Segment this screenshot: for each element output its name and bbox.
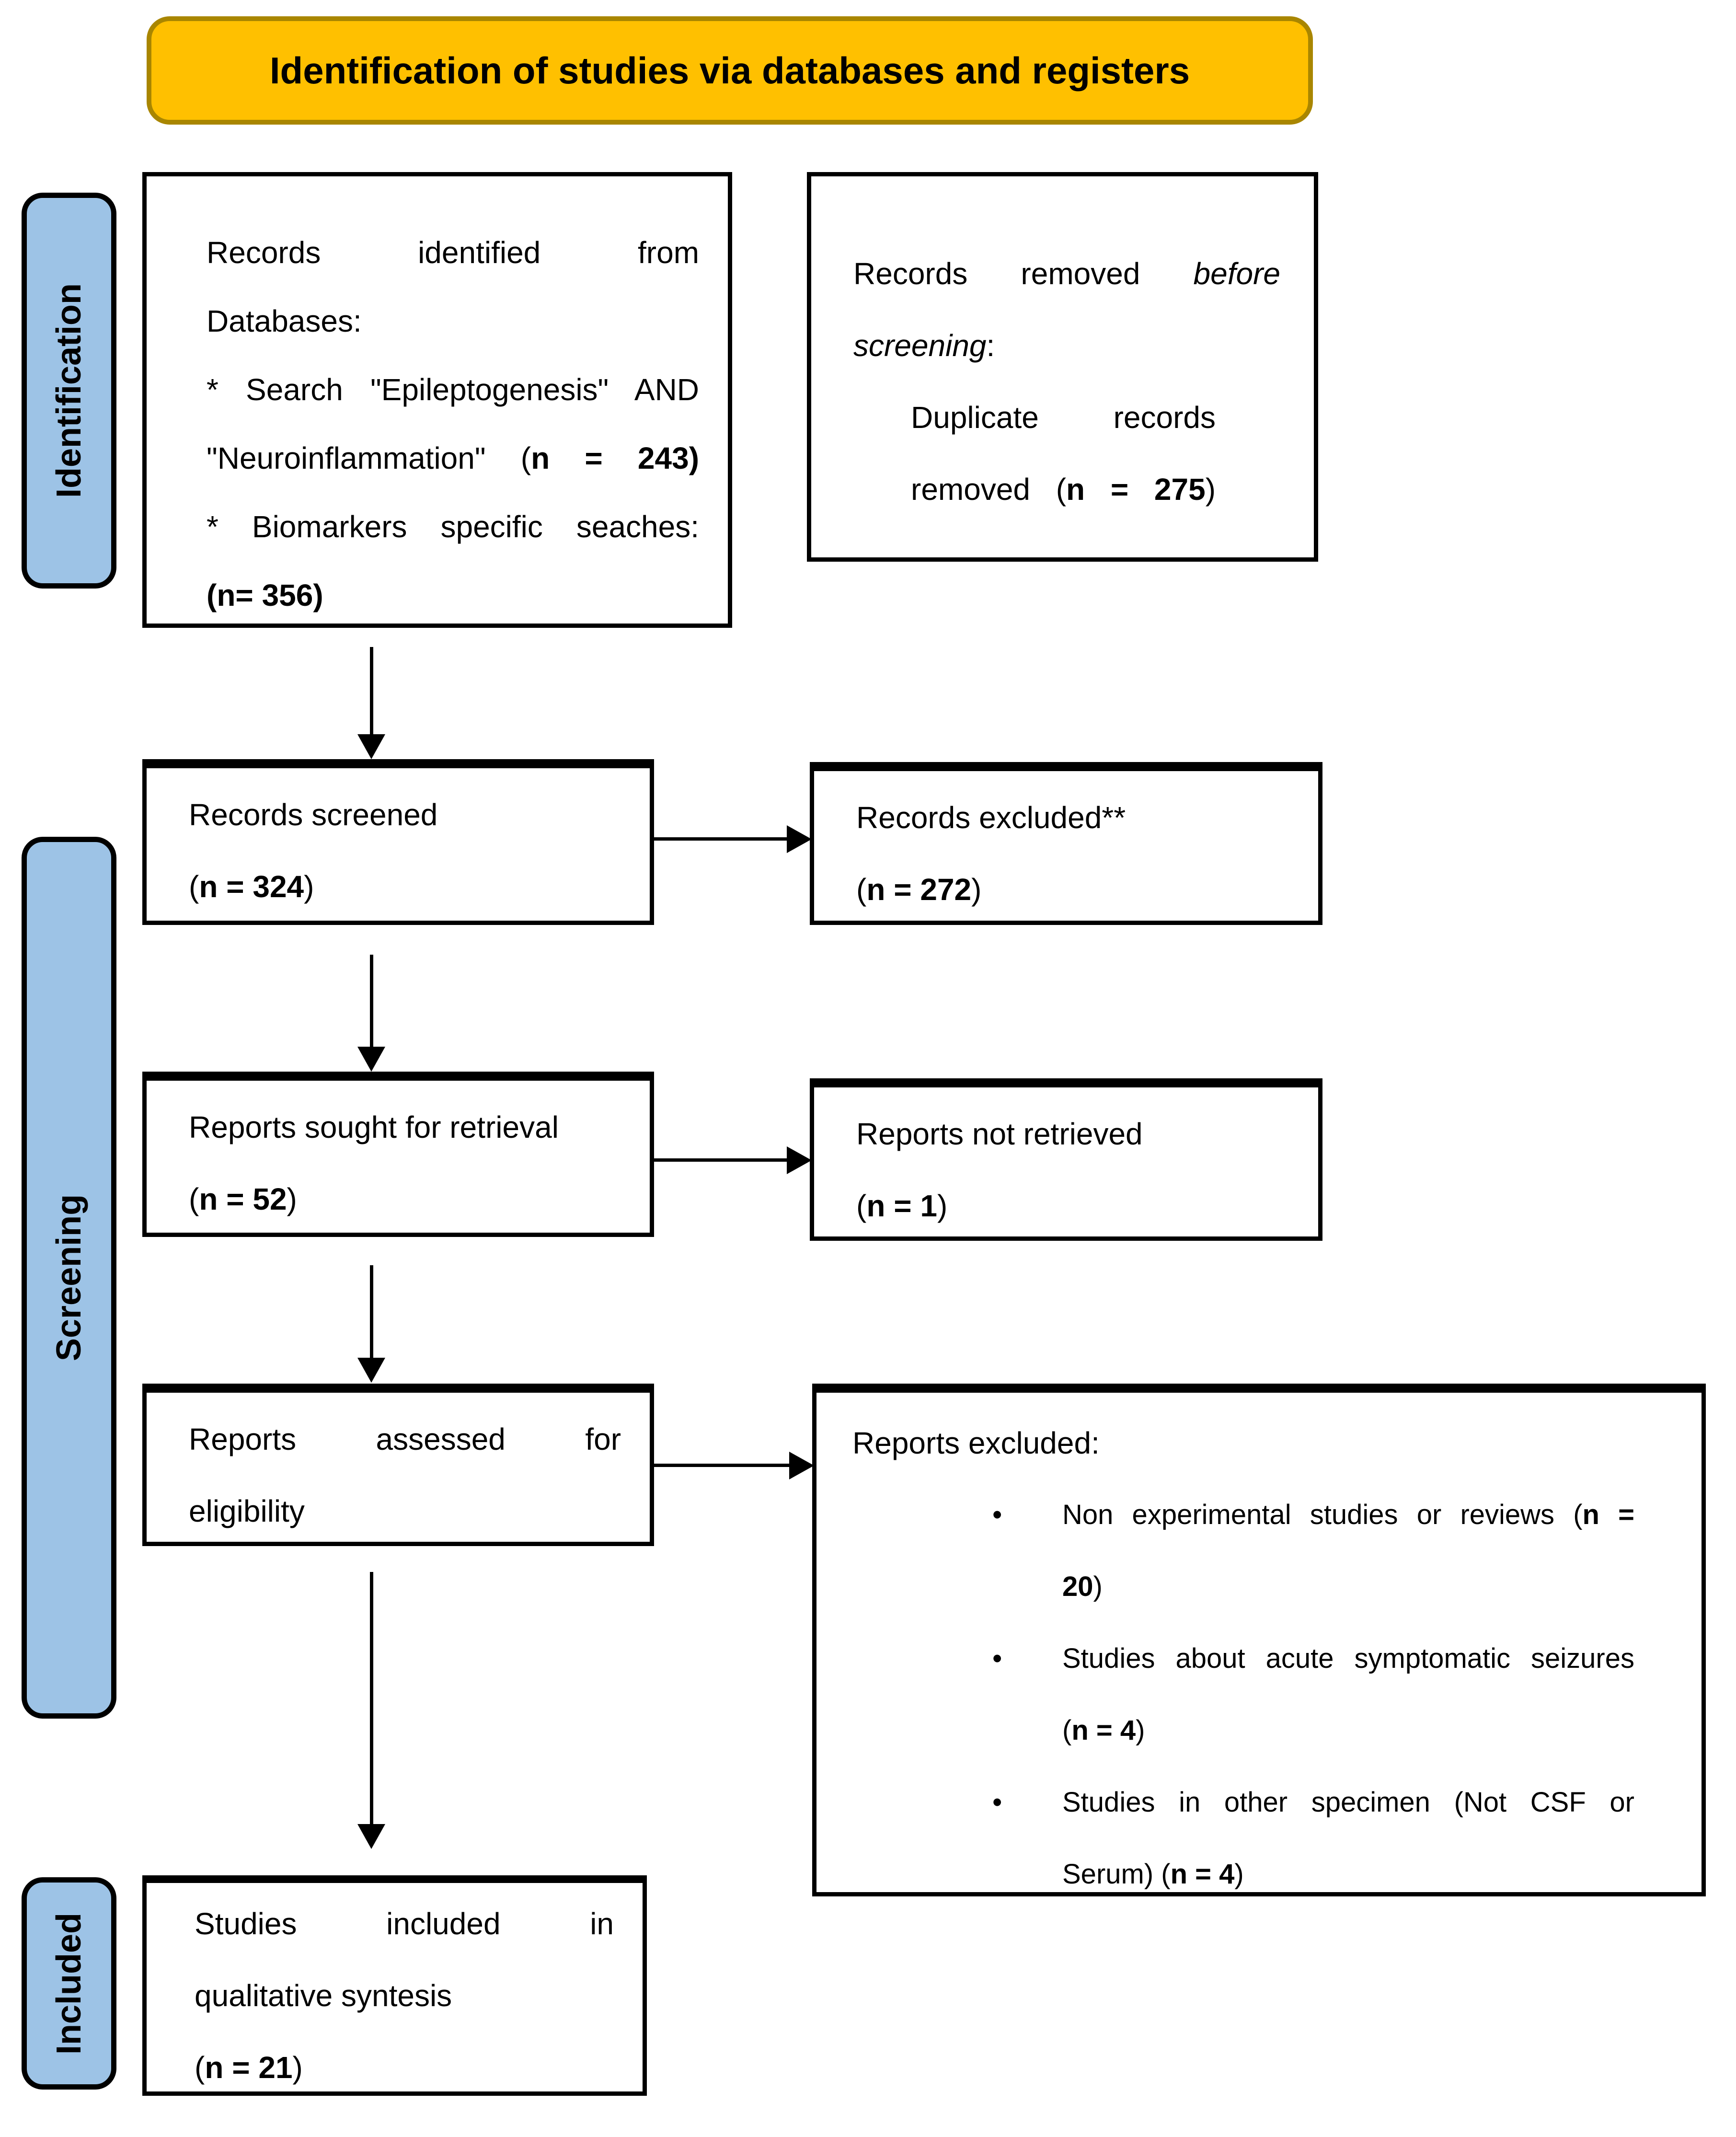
text-line: Records removed before	[853, 256, 1280, 291]
stage-identification-label: Identification	[50, 283, 88, 498]
bullet-icon: •	[992, 1499, 1002, 1530]
arrowhead-down-icon	[357, 1047, 385, 1072]
arrow-identified-to-screened	[370, 647, 373, 736]
text-line: (n = 21)	[195, 2050, 303, 2085]
text-line: "Neuroinflammation" (n = 243)	[207, 441, 699, 475]
text-line: Studies about acute symptomatic seizures	[1062, 1643, 1634, 1674]
text-line: Non experimental studies or reviews (n =	[1062, 1499, 1634, 1530]
text-line: screening:	[853, 328, 995, 363]
box-records-screened	[142, 759, 654, 925]
text-line: Duplicate records	[911, 400, 1216, 435]
excluded-reason-item	[992, 1767, 1634, 1910]
text-line: (n= 356)	[207, 578, 323, 612]
excluded-reason-item	[992, 1479, 1634, 1623]
text-line: Studies in other specimen (Not CSF or	[1062, 1787, 1634, 1818]
text-line: 20)	[1062, 1571, 1103, 1602]
box-reports-sought	[142, 1072, 654, 1237]
arrowhead-right-icon	[789, 1452, 814, 1479]
stage-screening-label: Screening	[50, 1194, 88, 1362]
text-line: Records screened	[189, 797, 438, 832]
box-records-excluded	[810, 762, 1322, 925]
text-line: Databases:	[207, 304, 362, 338]
arrowhead-right-icon	[787, 1146, 812, 1174]
text-line: Records excluded**	[856, 800, 1126, 835]
bullet-icon: •	[992, 1643, 1002, 1674]
box-reports-excluded	[812, 1384, 1706, 1896]
box-reports-assessed	[142, 1384, 654, 1546]
text-line: (n = 1)	[856, 1189, 948, 1223]
arrow-screened-to-sought	[370, 955, 373, 1049]
text-line: Reports sought for retrieval	[189, 1110, 559, 1144]
text-line: removed (n = 275)	[911, 472, 1216, 507]
arrow-screened-to-excluded	[654, 837, 789, 841]
box-studies-included	[142, 1875, 647, 2096]
arrow-sought-to-not-retrieved	[654, 1158, 789, 1162]
arrow-assessed-to-included	[370, 1572, 373, 1826]
text-line: * Biomarkers specific seaches:	[207, 509, 699, 544]
box-reports-not-retrieved	[810, 1078, 1322, 1241]
stage-identification	[22, 193, 116, 589]
arrowhead-down-icon	[357, 1824, 385, 1849]
text-line: Reports assessed for	[189, 1422, 621, 1456]
arrowhead-right-icon	[787, 825, 812, 853]
banner-identification-via-databases	[147, 16, 1313, 125]
box-records-identified	[142, 172, 732, 628]
text-line: (n = 272)	[856, 872, 982, 907]
text-line: (n = 324)	[189, 869, 314, 904]
text-line: (n = 52)	[189, 1182, 297, 1216]
text-line: Studies included in	[195, 1906, 614, 1941]
text-line: * Search "Epileptogenesis" AND	[207, 372, 699, 407]
arrowhead-down-icon	[357, 1358, 385, 1383]
arrow-sought-to-assessed	[370, 1265, 373, 1360]
stage-included	[22, 1877, 116, 2090]
box-records-removed	[807, 172, 1318, 562]
text-line: qualitative syntesis	[195, 1978, 452, 2013]
arrowhead-down-icon	[357, 734, 385, 759]
text-line: Reports not retrieved	[856, 1117, 1143, 1151]
arrow-assessed-to-reports-excluded	[654, 1464, 791, 1467]
reports-excluded-heading: Reports excluded:	[852, 1426, 1100, 1460]
text-line: eligibility	[189, 1494, 305, 1528]
stage-screening	[22, 837, 116, 1719]
stage-included-label: Included	[50, 1912, 89, 2055]
text-line: Serum) (n = 4)	[1062, 1859, 1244, 1890]
bullet-icon: •	[992, 1787, 1002, 1818]
text-line: (n = 4)	[1062, 1715, 1145, 1746]
excluded-reason-item	[992, 1623, 1634, 1767]
banner-title: Identification of studies via databases and registers	[269, 49, 1190, 92]
text-line: Records identified from	[207, 235, 699, 270]
